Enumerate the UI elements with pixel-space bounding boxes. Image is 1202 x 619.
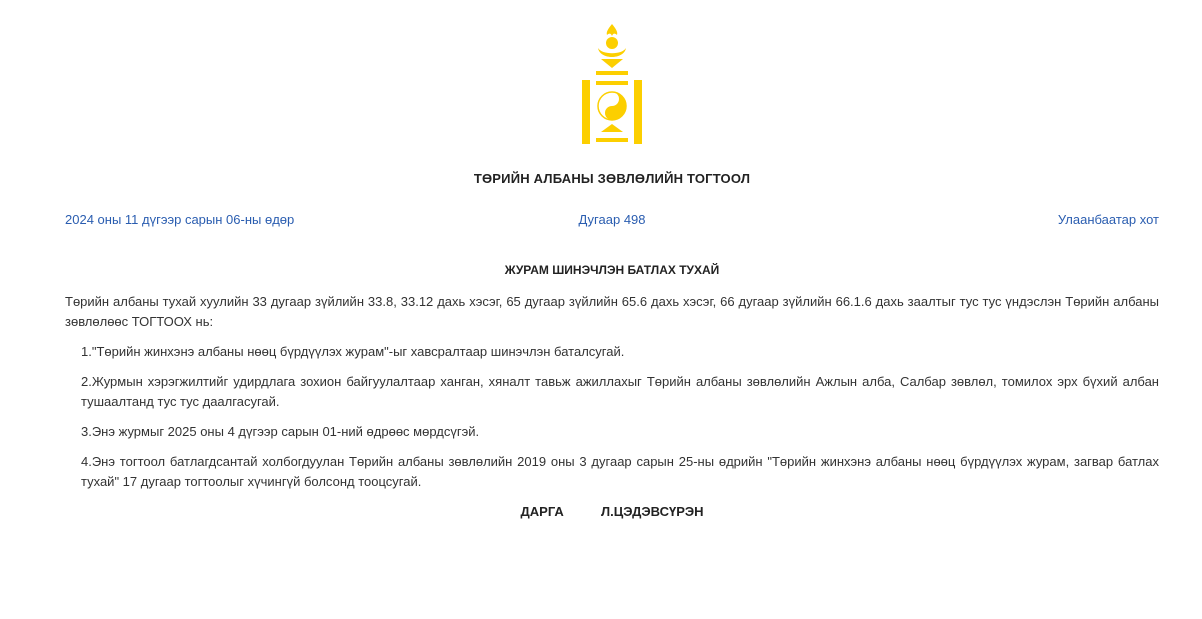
document-subtitle: ЖУРАМ ШИНЭЧЛЭН БАТЛАХ ТУХАЙ — [504, 263, 720, 277]
list-item: 4.Энэ тогтоол батлагдсантай холбогдуулан Төрийн албаны зөвлөлийн 2019 оны 3 дугаар сарын 25-ны өдрийн "Төрийн жинхэнэ албаны нөөц бүрдүүлэх журам, загвар батлах тухай" 17 дугаар тогтоолыг хүчингүй болсонд тооцсугай. — [81, 454, 1159, 489]
soyombo-emblem-icon — [580, 24, 644, 148]
document-body — [65, 292, 1159, 502]
list-item: 3.Энэ журмыг 2025 оны 4 дүгээр сарын 01-ний өдрөөс мөрдсүгэй. — [81, 424, 480, 439]
document-number: Дугаар 498 — [578, 212, 646, 227]
list-item: 1."Төрийн жинхэнэ албаны нөөц бүрдүүлэх журам"-ыг хавсралтаар шинэчлэн баталсугай. — [81, 344, 625, 359]
document-meta — [65, 212, 1159, 230]
list-item: 2.Журмын хэрэгжилтийг удирдлага зохион байгуулалтаар ханган, хяналт тавьж ажиллахыг Төрийн албаны зөвлөлийн Ажлын алба, Салбар зөвлөл, томилох эрх бүхий албан тушаалтанд тус тус даалгасугай. — [81, 374, 1159, 409]
signature-position: ДАРГА — [520, 504, 564, 519]
document-date: 2024 оны 11 дүгээр сарын 06-ны өдөр — [65, 212, 295, 227]
document-place: Улаанбаатар хот — [1057, 212, 1159, 227]
intro-paragraph: Төрийн албаны тухай хуулийн 33 дугаар зүйлийн 33.8, 33.12 дахь хэсэг, 65 дугаар зүйлийн 65.6 дахь хэсэг, 66 дугаар зүйлийн 66.1.6 дахь заалтыг тус тус үндэслэн Төрийн албаны зөвлөлөөс ТОГТООХ нь: — [65, 294, 1159, 329]
page-title: ТӨРИЙН АЛБАНЫ ЗӨВЛӨЛИЙН ТОГТООЛ — [473, 171, 751, 186]
signature-block — [0, 504, 1202, 519]
signature-name: Л.ЦЭДЭВСҮРЭН — [601, 504, 704, 519]
